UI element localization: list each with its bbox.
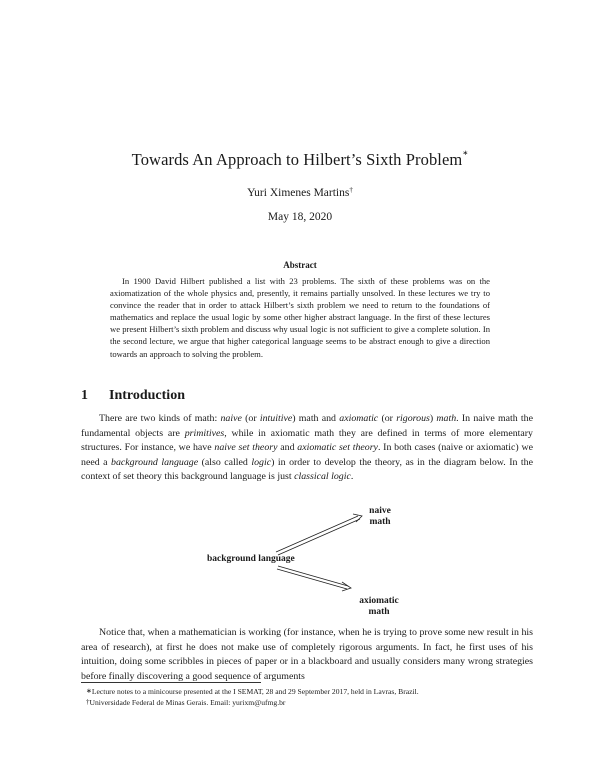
intro-paragraph-1: There are two kinds of math: naive (or intuitive) math and axiomatic (or rigorous) math. In naive math the fundamental objects are primitives, while in axiomatic math they are defined in terms of more elementary structures. For instance, we have naive set theory and axiomatic set theory. In both cases (naive or axiomatic) we need a background language (also called logic) in order to develop the theory, as in the diagram below. In the context of set theory this background language is just classical logic. xyxy=(81,413,533,483)
author-name: Yuri Ximenes Martins xyxy=(247,187,350,199)
background-language-label: background language xyxy=(207,554,295,564)
section-heading xyxy=(81,388,185,404)
paper-author xyxy=(0,187,600,199)
title-text: Towards An Approach to Hilbert’s Sixth Problem xyxy=(131,150,463,169)
arrow-to-axiomatic-math xyxy=(277,566,351,591)
footnote-1-mark: ∗ xyxy=(86,687,92,695)
footnote-1-text: Lecture notes to a minicourse presented at the I SEMAT, 28 and 29 September 2017, held in Lavras, Brazil. xyxy=(91,687,419,696)
footnote-rule xyxy=(81,682,261,683)
intro-paragraph-2: Notice that, when a mathematician is working (for instance, when he is trying to prove some new result in his area of research), at first he does not make use of completely rigorous arguments. In fact, he first uses of his intuition, doing some scribbles in pieces of paper or in a blackboard and usually considers many wrong strategies before finally discovering a good sequence of arguments xyxy=(81,627,533,682)
section-title: Introduction xyxy=(109,388,185,403)
naive-label-line2: math xyxy=(369,517,391,527)
section-number: 1 xyxy=(81,388,88,403)
abstract-heading: Abstract xyxy=(283,260,317,270)
title-footnote-mark: ∗ xyxy=(462,149,469,157)
logic-diagram xyxy=(200,500,400,620)
footnote-2-text: Universidade Federal de Minas Gerais. Email: yurixm@ufmg.br xyxy=(89,698,286,707)
footnote-1 xyxy=(86,687,536,697)
axiomatic-label-line2: math xyxy=(368,607,390,617)
paper-title xyxy=(0,150,600,170)
author-footnote-mark: † xyxy=(349,186,353,194)
paper-date: May 18, 2020 xyxy=(267,211,333,223)
naive-label-line1: naive xyxy=(369,506,391,516)
diagram-node-background-language xyxy=(207,554,337,565)
axiomatic-label-line1: axiomatic xyxy=(359,596,399,606)
abstract-body: In 1900 David Hilbert published a list with 23 problems. The sixth of these problems was on the axiomatization of the whole physics and, presently, it remains partially unsolved. In these lectures we try to convince the reader that in order to attack Hilbert’s sixth problem we need to return to the foundations of mathematics and replace the usual logic by some other higher abstract language. In the first of these lectures we present Hilbert’s sixth problem and discuss why usual logic is not sufficient to give a complete solution. In the second lecture, we argue that higher categorical language seems to be abstract enough to give a direction towards an approach to solving the problem. xyxy=(110,276,490,359)
diagram-node-axiomatic-math xyxy=(344,596,414,618)
footnote-2-mark: † xyxy=(86,698,90,706)
footnote-2 xyxy=(86,698,536,708)
diagram-node-naive-math xyxy=(350,506,410,528)
